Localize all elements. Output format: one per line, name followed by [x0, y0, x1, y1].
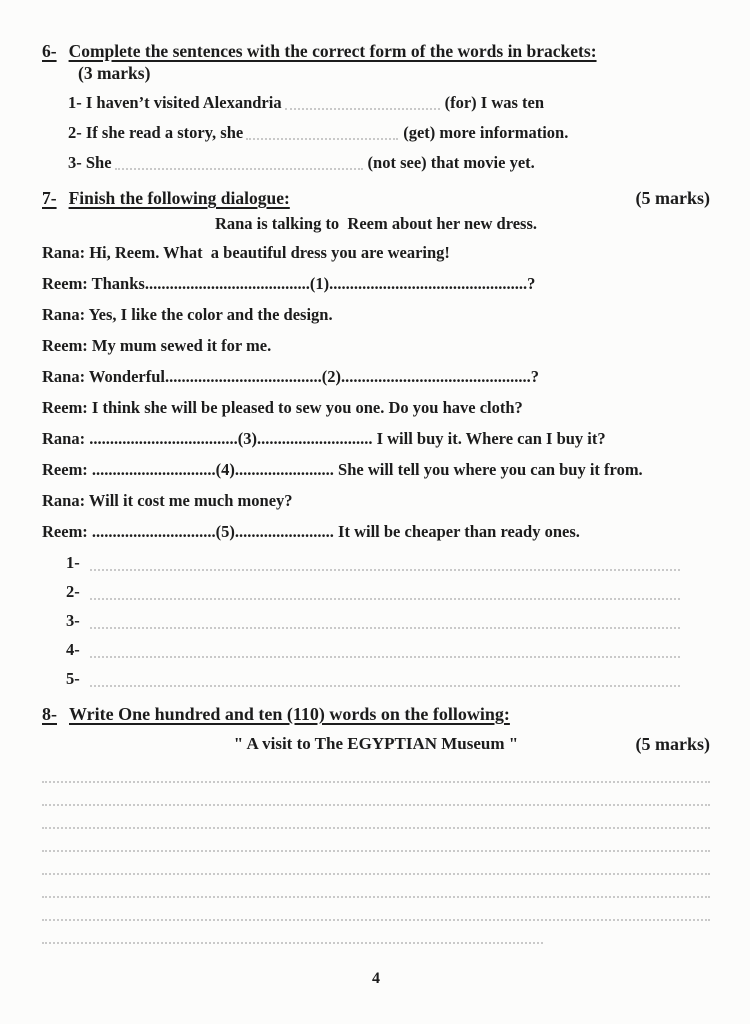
- question-title: Write One hundred and ten (110) words on the following:: [69, 704, 510, 724]
- dialogue-line: Rana: ....................................(3)............................ I will buy it. Where can I buy it?: [42, 429, 606, 448]
- answer-number: 3-: [66, 611, 80, 630]
- marks-label: (3 marks): [78, 63, 151, 83]
- answer-lines: [42, 553, 710, 689]
- question-6: [42, 40, 710, 173]
- dialogue: [42, 243, 710, 542]
- dialogue-line: Rana: Wonderful......................................(2)..............................................?: [42, 367, 539, 386]
- answer-blank: [246, 126, 398, 140]
- fill-blank-item: [68, 93, 710, 113]
- question-number: 7-: [42, 188, 57, 208]
- question-7: [42, 187, 710, 689]
- page-number: 4: [372, 970, 380, 987]
- sentence-end: (not see) that movie yet.: [367, 153, 535, 172]
- essay-write-line: [42, 875, 710, 898]
- essay-write-line: [42, 852, 710, 875]
- answer-row: [66, 553, 680, 573]
- question-7-heading: [42, 187, 290, 209]
- essay-writing-area: [42, 760, 710, 944]
- answer-write-line: [90, 557, 680, 571]
- answer-blank: [115, 156, 363, 170]
- dialogue-line: Reem: ..............................(4)........................ She will tell you where you can buy it from.: [42, 460, 643, 479]
- dialogue-line: Reem: I think she will be pleased to sew you one. Do you have cloth?: [42, 398, 523, 417]
- sentence-start: 3- She: [68, 153, 112, 172]
- essay-write-line: [42, 829, 710, 852]
- essay-topic-row: [42, 732, 710, 756]
- answer-number: 1-: [66, 553, 80, 572]
- answer-write-line: [90, 586, 680, 600]
- answer-row: [66, 640, 680, 660]
- question-8: [42, 703, 710, 944]
- answer-row: [66, 582, 680, 602]
- essay-write-line: [42, 783, 710, 806]
- answer-write-line: [90, 673, 680, 687]
- dialogue-line: Rana: Will it cost me much money?: [42, 491, 293, 510]
- answer-number: 5-: [66, 669, 80, 688]
- dialogue-intro: Rana is talking to Reem about her new dress.: [214, 214, 538, 233]
- answer-row: [66, 669, 680, 689]
- dialogue-line: Reem: ..............................(5)........................ It will be cheaper than ready ones.: [42, 522, 580, 541]
- question-8-heading: [42, 703, 510, 726]
- question-number: 6-: [42, 41, 57, 61]
- question-title: Finish the following dialogue:: [68, 188, 290, 208]
- sentence-start: 2- If she read a story, she: [68, 123, 244, 142]
- fill-blank-items: [42, 93, 710, 173]
- fill-blank-item: [68, 153, 710, 173]
- answer-write-line: [90, 644, 680, 658]
- dialogue-line: Reem: Thanks........................................(1)................................................?: [42, 274, 536, 293]
- marks-label: (5 marks): [635, 734, 710, 754]
- sentence-end: (get) more information.: [403, 123, 569, 142]
- answer-row: [66, 611, 680, 631]
- question-title: Complete the sentences with the correct form of the words in brackets:: [68, 41, 597, 61]
- question-6-heading: [42, 40, 597, 62]
- sentence-end: (for) I was ten: [444, 93, 545, 112]
- answer-blank: [285, 96, 440, 110]
- dialogue-line: Rana: Hi, Reem. What a beautiful dress you are wearing!: [42, 243, 450, 262]
- essay-write-line: [42, 760, 710, 783]
- essay-write-line: [42, 921, 543, 944]
- fill-blank-item: [68, 123, 710, 143]
- answer-number: 2-: [66, 582, 80, 601]
- dialogue-line: Rana: Yes, I like the color and the design.: [42, 305, 333, 324]
- question-number: 8-: [42, 704, 57, 724]
- essay-write-line: [42, 898, 710, 921]
- dialogue-line: Reem: My mum sewed it for me.: [42, 336, 272, 355]
- essay-write-line: [42, 806, 710, 829]
- marks-label: (5 marks): [635, 188, 710, 208]
- answer-number: 4-: [66, 640, 80, 659]
- sentence-start: 1- I haven’t visited Alexandria: [68, 93, 282, 112]
- essay-topic: " A visit to The EGYPTIAN Museum ": [233, 734, 519, 753]
- answer-write-line: [90, 615, 680, 629]
